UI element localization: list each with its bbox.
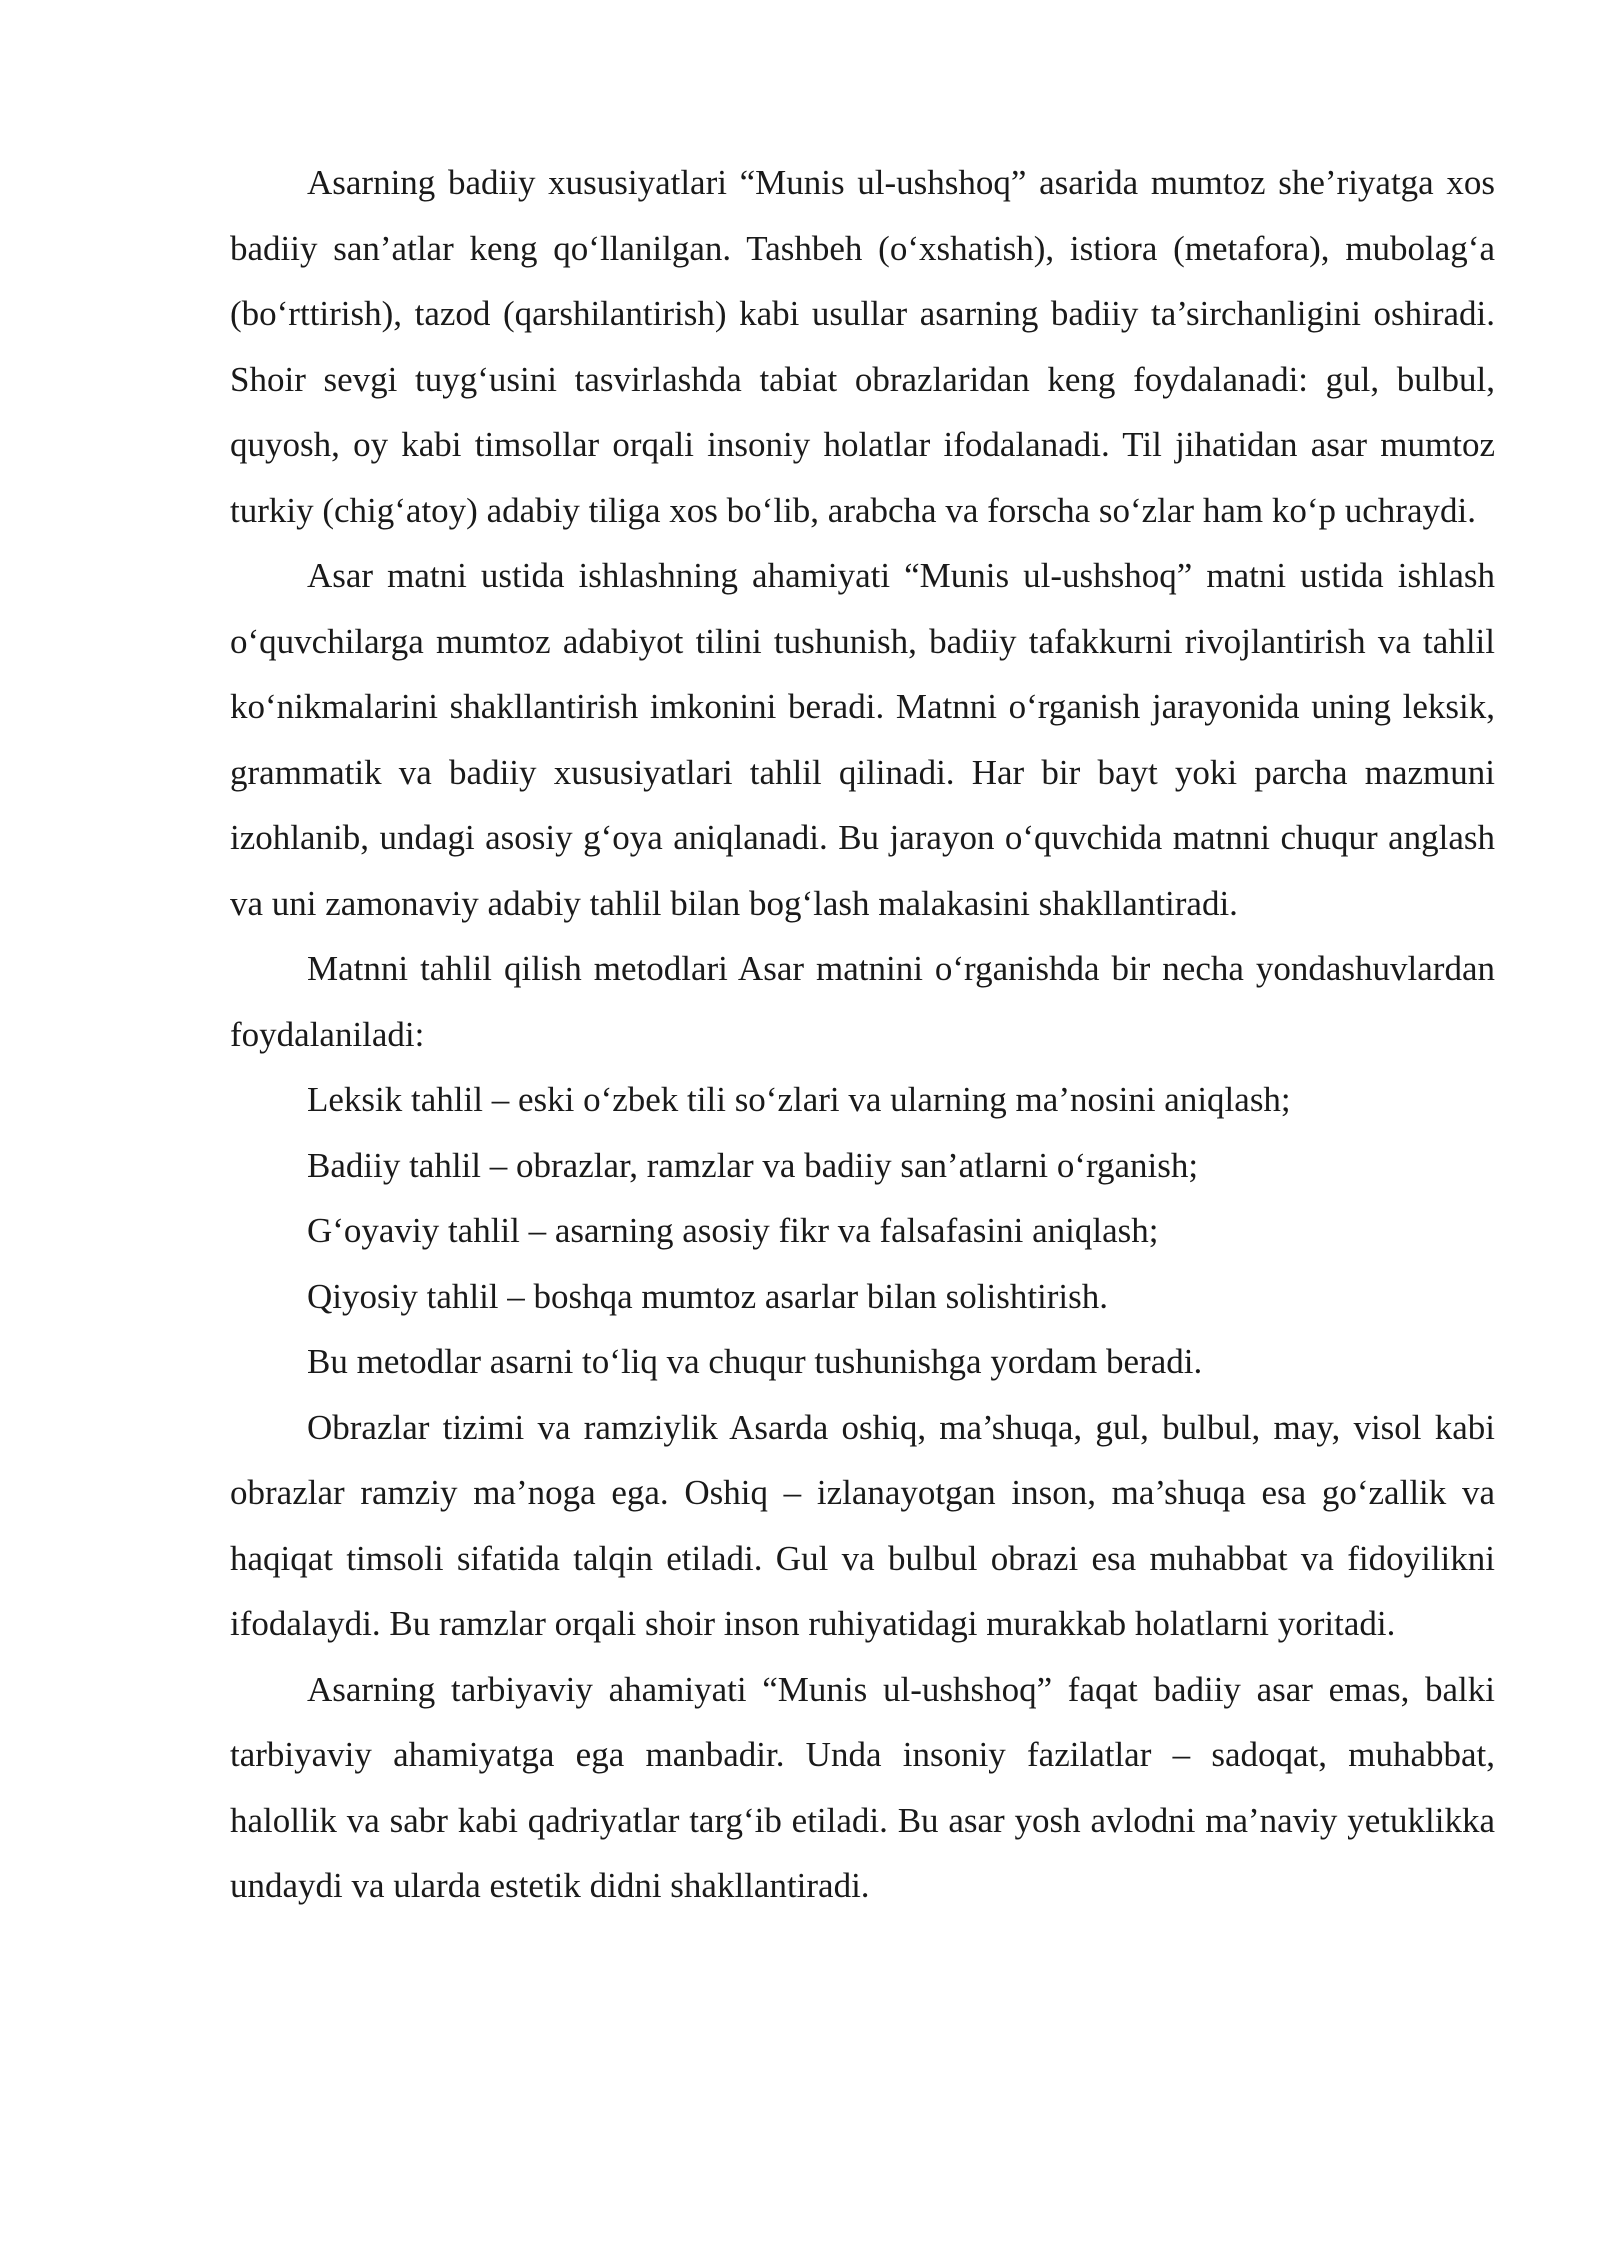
paragraph-tahlil-metodlari: Matnni tahlil qilish metodlari Asar matnini o‘rganishda bir necha yondashuvlardan foydalaniladi: [230, 949, 1495, 1054]
paragraph-obrazlar-tizimi: Obrazlar tizimi va ramziylik Asarda oshiq, ma’shuqa, gul, bulbul, may, visol kabi obrazlar ramziy ma’noga ega. Oshiq – izlanayotgan inson, ma’shuqa esa go‘zallik va haqiqat timsoli sifatida talqin etiladi. Gul va bulbul obrazi esa muhabbat va fidoyilikni ifodalaydi. Bu ramzlar orqali shoir inson ruhiyatidagi murakkab holatlarni yoritadi. [230, 1407, 1495, 1643]
method-badiiy-tahlil: Badiiy tahlil – obrazlar, ramzlar va badiiy san’atlarni o‘rganish; [307, 1145, 1199, 1185]
paragraph-matn-ustida-ishlash: Asar matni ustida ishlashning ahamiyati “Munis ul-ushshoq” matni ustida ishlash o‘quvchilarga mumtoz adabiyot tilini tushunish, badiiy tafakkurni rivojlantirish va tahlil ko‘nikmalarini shakllantirish imkonini beradi. Matnni o‘rganish jarayonida uning leksik, grammatik va badiiy xususiyatlari tahlil qilinadi. Har bir bayt yoki parcha mazmuni izohlanib, undagi asosiy g‘oya aniqlanadi. Bu jarayon o‘quvchida matnni chuqur anglash va uni zamonaviy adabiy tahlil bilan bog‘lash malakasini shakllantiradi. [230, 556, 1495, 923]
methods-summary: Bu metodlar asarni to‘liq va chuqur tushunishga yordam beradi. [307, 1342, 1203, 1381]
document-body [230, 150, 1495, 1919]
paragraph-badiiy-xususiyatlar: Asarning badiiy xususiyatlari “Munis ul-ushshoq” asarida mumtoz she’riyatga xos badiiy san’atlar keng qo‘llanilgan. Tashbeh (o‘xshatish), istiora (metafora), mubolag‘a (bo‘rttirish), tazod (qarshilantirish) kabi usullar asarning badiiy ta’sirchanligini oshiradi. Shoir sevgi tuyg‘usini tasvirlashda tabiat obrazlaridan keng foydalanadi: gul, bulbul, quyosh, oy kabi timsollar orqali insoniy holatlar ifodalanadi. Til jihatidan asar mumtoz turkiy (chig‘atoy) adabiy tiliga xos bo‘lib, arabcha va forscha so‘zlar ham ko‘p uchraydi. [230, 163, 1495, 530]
method-leksik-tahlil: Leksik tahlil – eski o‘zbek tili so‘zlari va ularning ma’nosini aniqlash; [307, 1080, 1291, 1119]
method-qiyosiy-tahlil: Qiyosiy tahlil – boshqa mumtoz asarlar bilan solishtirish. [307, 1276, 1109, 1316]
paragraph-tarbiyaviy-ahamiyat: Asarning tarbiyaviy ahamiyati “Munis ul-ushshoq” faqat badiiy asar emas, balki tarbiyaviy ahamiyatga ega manbadir. Unda insoniy fazilatlar – sadoqat, muhabbat, halollik va sabr kabi qadriyatlar targ‘ib etiladi. Bu asar yosh avlodni ma’naviy yetuklikka undaydi va ularda estetik didni shakllantiradi. [230, 1669, 1495, 1905]
method-goyaviy-tahlil: G‘oyaviy tahlil – asarning asosiy fikr va falsafasini aniqlash; [307, 1211, 1159, 1250]
